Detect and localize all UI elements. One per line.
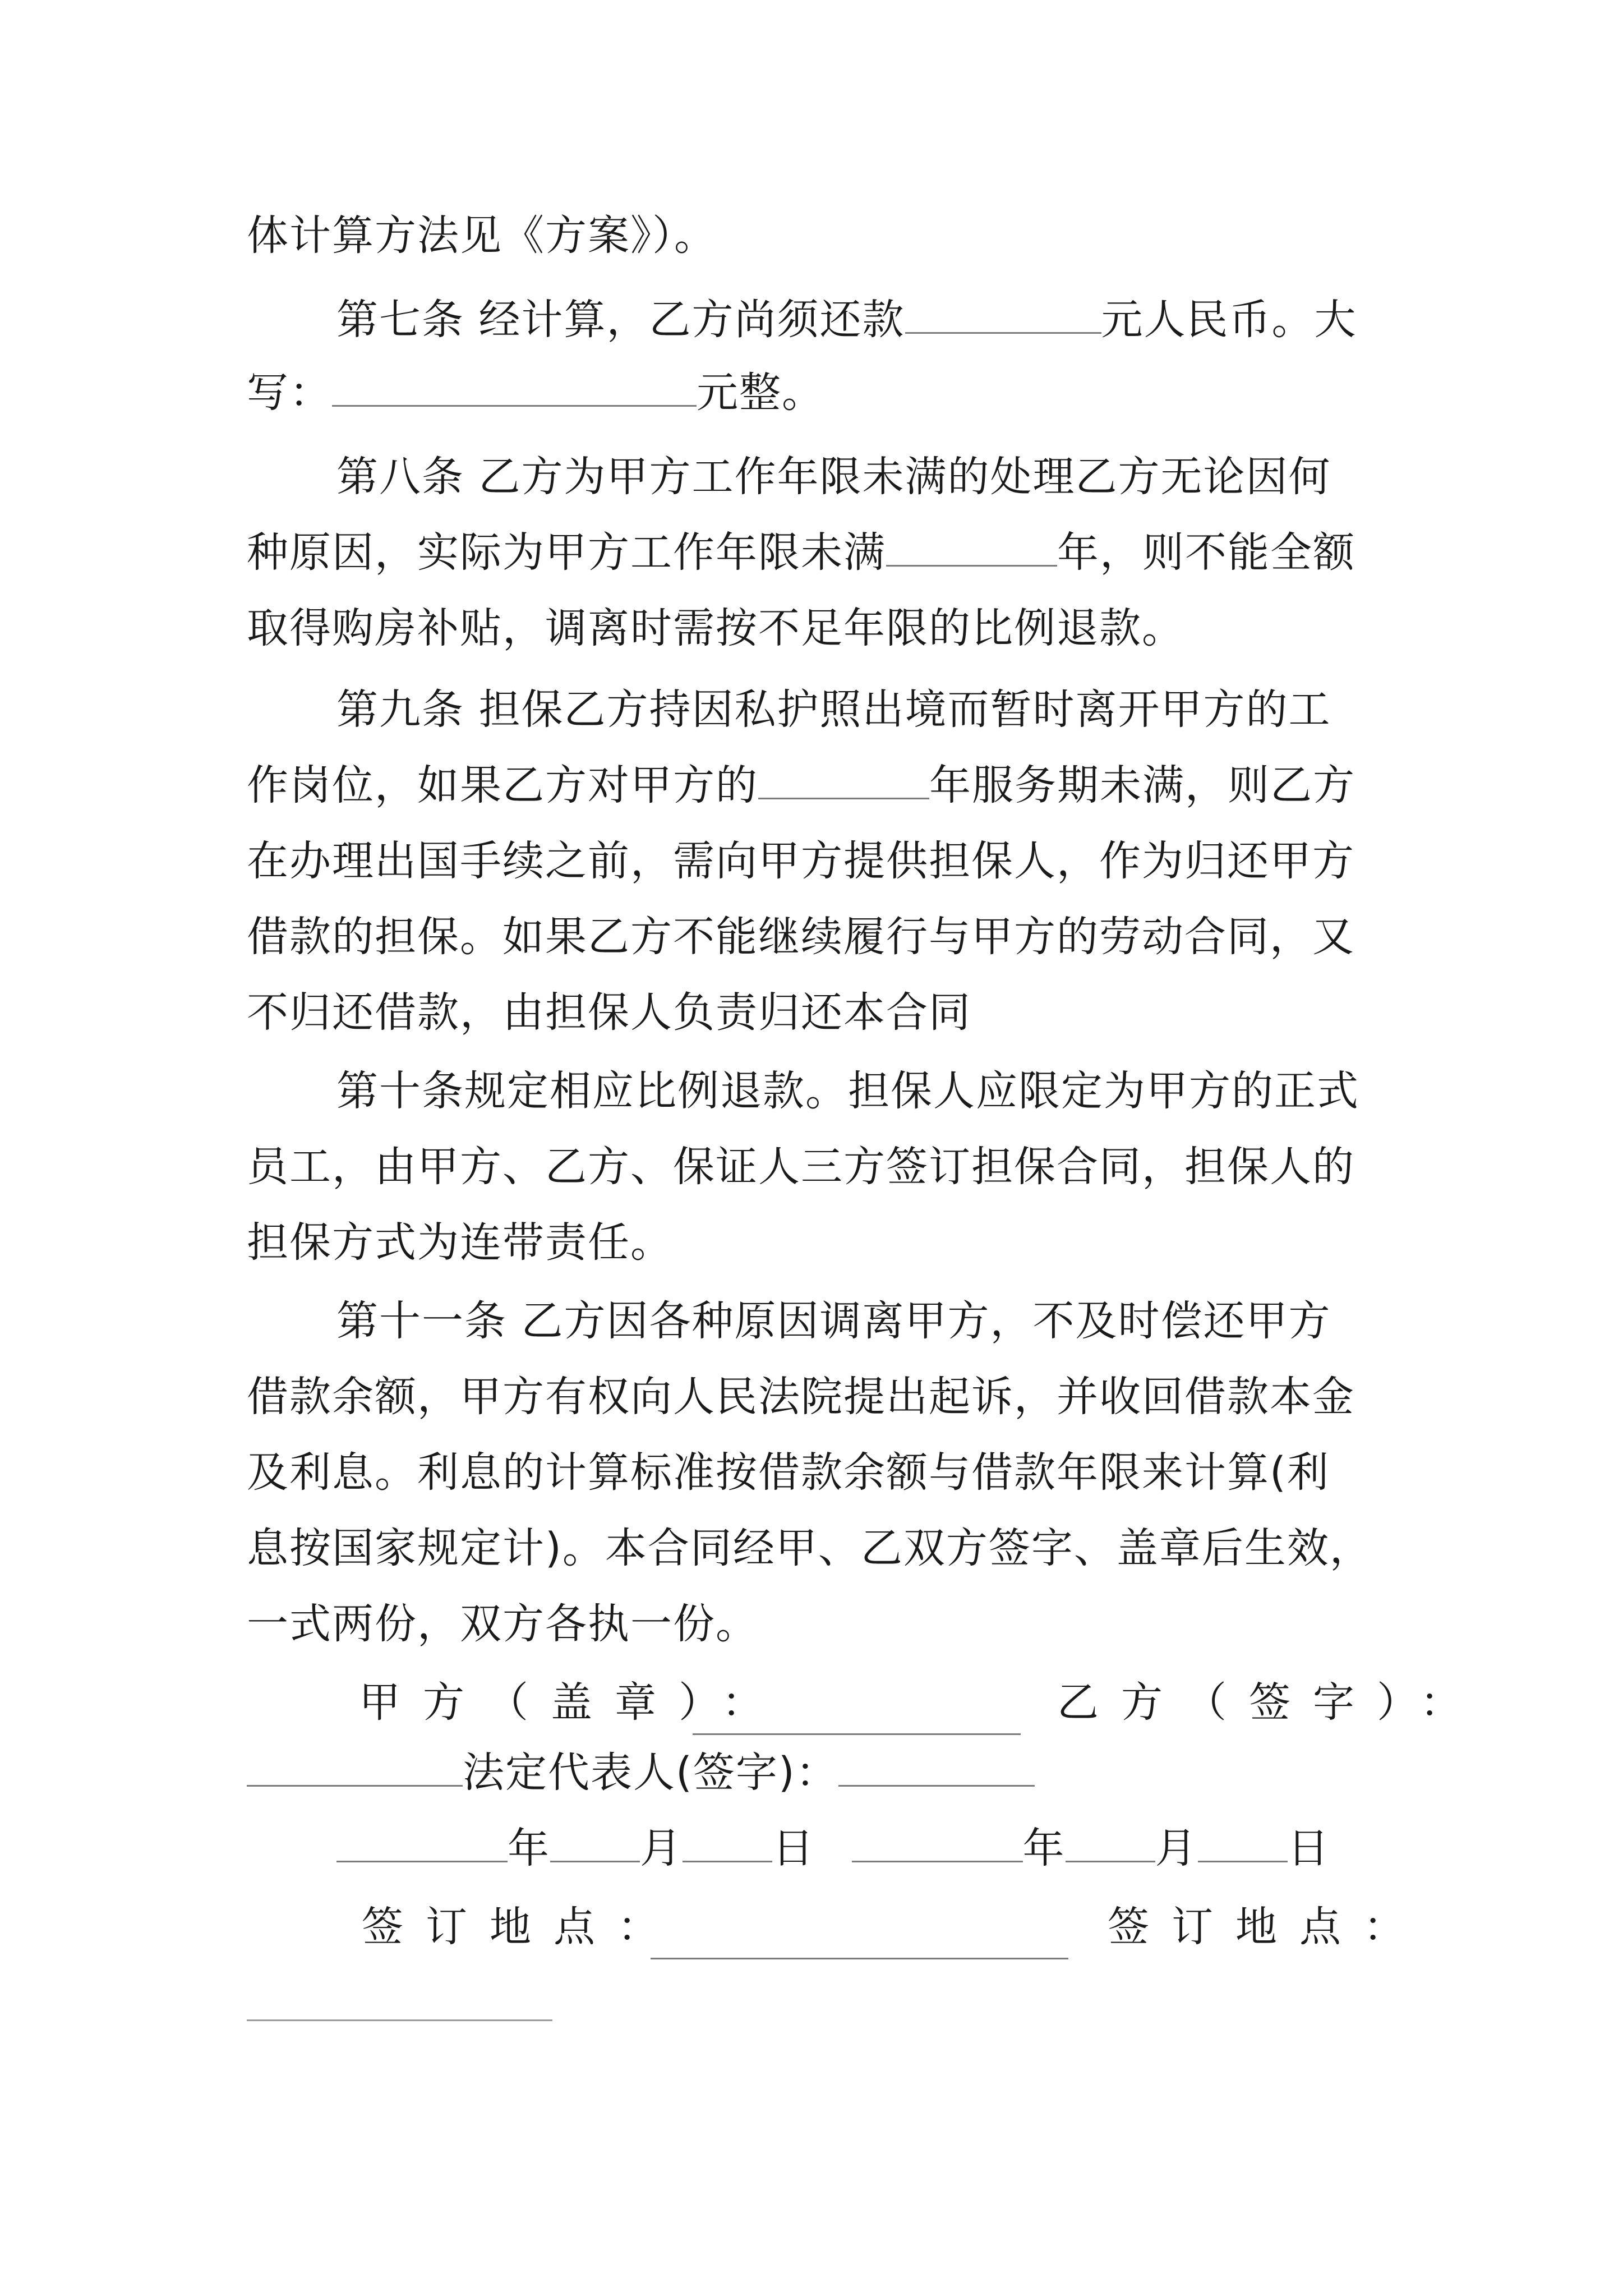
paragraph-6-tail: 体计算方法见《方案》）。 [247, 211, 717, 260]
party-a-seal-blank[interactable] [693, 1700, 1021, 1735]
date-b-day-blank[interactable] [1198, 1827, 1288, 1862]
article-9-line-4: 借款的担保。如果乙方不能继续履行与甲方的劳动合同，又 [247, 913, 1355, 961]
work-years-blank[interactable] [886, 531, 1057, 567]
article-9-line-1: 第九条 担保乙方持因私护照出境而暂时离开甲方的工 [336, 685, 1331, 734]
article-8-line-2: 种原因，实际为甲方工作年限未满 年，则不能全额 [247, 528, 1355, 577]
article-10-line-1: 第十条规定相应比例退款。担保人应限定为甲方的正式 [336, 1067, 1359, 1115]
article-10-line-3: 担保方式为连带责任。 [247, 1218, 673, 1267]
service-years-blank[interactable] [758, 764, 929, 799]
signing-place-b-label: 签订地点： [1108, 1903, 1427, 1951]
signing-place-b-blank[interactable] [247, 2019, 552, 2021]
article-10-line-2: 员工，由甲方、乙方、保证人三方签订担保合同，担保人的 [247, 1143, 1355, 1191]
article-11-line-3: 及利息。利息的计算标准按借款余额与借款年限来计算(利 [247, 1448, 1330, 1497]
article-7-line-1: 第七条 经计算，乙方尚须还款 元人民币。大 [336, 296, 1357, 344]
article-8-line-3: 取得购房补贴，调离时需按不足年限的比例退款。 [247, 604, 1184, 652]
repayment-amount-blank[interactable] [905, 298, 1101, 334]
article-7-line-2: 写： 元整。 [247, 369, 824, 417]
article-9-line-3: 在办理出国手续之前，需向甲方提供担保人，作为归还甲方 [247, 837, 1355, 885]
amount-in-words-blank[interactable] [332, 371, 697, 407]
signing-place-a-blank[interactable] [651, 1924, 1068, 1959]
article-11-line-2: 借款余额，甲方有权向人民法院提出起诉，并收回借款本金 [247, 1373, 1355, 1421]
date-line: 年 月 日 年 月 日 [336, 1820, 1330, 1876]
article-9-line-5: 不归还借款，由担保人负责归还本合同 [247, 988, 971, 1037]
article-9-line-2: 作岗位，如果乙方对甲方的 年服务期未满，则乙方 [247, 761, 1355, 809]
signing-place-a-label: 签订地点： [362, 1903, 681, 1951]
legal-rep-line: 法定代表人(签字)： [247, 1745, 1035, 1801]
date-a-day-blank[interactable] [683, 1827, 772, 1862]
party-b-sign-label: 乙方（签字）： [1057, 1678, 1484, 1727]
article-11-line-1: 第十一条 乙方因各种原因调离甲方，不及时偿还甲方 [336, 1297, 1331, 1345]
article-11-line-5: 一式两份，双方各执一份。 [247, 1600, 758, 1648]
party-b-sign-blank[interactable] [247, 1751, 463, 1787]
date-a-month-blank[interactable] [550, 1827, 640, 1862]
date-b-month-blank[interactable] [1066, 1827, 1155, 1862]
article-8-line-1: 第八条 乙方为甲方工作年限未满的处理乙方无论因何 [336, 453, 1331, 501]
date-a-year-blank[interactable] [336, 1827, 508, 1862]
article-11-line-4: 息按国家规定计)。本合同经甲、乙双方签字、盖章后生效， [247, 1524, 1372, 1572]
date-b-year-blank[interactable] [852, 1827, 1023, 1862]
legal-rep-sign-blank[interactable] [838, 1751, 1035, 1787]
party-a-seal-label: 甲方（盖章）： [359, 1678, 786, 1727]
